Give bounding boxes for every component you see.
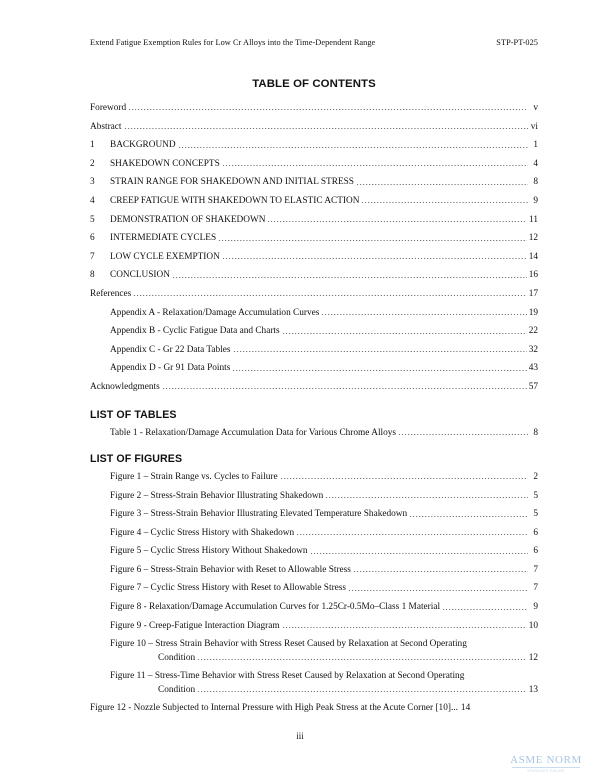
toc-entry-figure-5[interactable] [90,546,538,557]
toc-entry-figure-9[interactable] [90,621,538,632]
toc-section-number: 5 [90,214,95,225]
toc-entry-page: 6 [533,527,538,538]
toc-entry-section-1[interactable] [90,140,538,151]
toc-entry-appendix-a[interactable] [90,308,538,319]
toc-entry-figure-4[interactable] [90,528,538,539]
leader-dots [267,215,527,224]
toc-entry-page: 7 [533,564,538,575]
toc-entry-section-8[interactable] [90,270,538,281]
leader-dots [310,547,528,556]
toc-entry-label-line1: Figure 10 – Stress Strain Behavior with Stress Reset Caused by Relaxation at Second Operating [110,639,467,650]
leader-dots [178,141,528,150]
toc-entry-figure-12[interactable] [90,703,538,714]
leader-dots [398,428,528,437]
toc-entry-page: 10 [528,620,538,631]
toc-entry-page: 14 [460,703,471,714]
toc-entry-label-line1: Figure 11 – Stress-Time Behavior with Stress Reset Caused by Relaxation at Second Operating [110,671,465,682]
leader-dots [353,565,528,574]
toc-entry-page: 17 [528,288,538,299]
toc-entry-figure-6[interactable] [90,565,538,576]
toc-entry-abstract[interactable] [90,122,538,133]
toc-entry-page: 4 [533,158,538,169]
toc-entry-page: 12 [528,652,538,663]
toc-entry-label: Figure 5 – Cyclic Stress History Without Shakedown [110,546,308,557]
leader-dots [233,345,527,354]
toc-entry-label: SHAKEDOWN CONCEPTS [110,158,220,169]
toc-entry-page: 8 [533,177,538,188]
toc-entry-page: 5 [533,490,538,501]
toc-entry-table-1[interactable] [90,428,538,439]
running-header-title: Extend Fatigue Exemption Rules for Low Cr Alloys into the Time-Dependent Range [90,38,376,47]
leader-dots [162,382,527,391]
list-of-figures-heading: LIST OF FIGURES [90,452,183,465]
toc-entry-label-line2: Condition [158,652,196,663]
leader-dots [356,178,528,187]
toc-entry-page: 19 [528,307,538,318]
toc-entry-label: Figure 4 – Cyclic Stress History with Shakedown [110,527,295,538]
running-header [90,38,538,47]
list-of-tables-heading: LIST OF TABLES [90,408,177,421]
toc-entry-page: 57 [528,381,538,392]
watermark-subtitle: STANDARD ONLINE [527,769,565,773]
toc-section-number: 4 [90,195,95,206]
toc-section-number: 3 [90,177,95,188]
watermark-rule [512,767,580,768]
toc-entry-label: Table 1 - Relaxation/Damage Accumulation Data for Various Chrome Alloys [110,427,397,438]
toc-entry-page: 6 [533,546,538,557]
toc-entry-label: Figure 1 – Strain Range vs. Cycles to Failure [110,471,278,482]
leader-dots [296,528,528,537]
leader-dots [197,685,527,694]
toc-entry-label: BACKGROUND [110,140,176,151]
leader-dots [128,104,528,113]
toc-entry-label: Figure 6 – Stress-Strain Behavior with Reset to Allowable Stress [110,564,351,575]
toc-entry-label: Acknowledgments [90,381,160,392]
toc-entry-label: DEMONSTRATION OF SHAKEDOWN [110,214,266,225]
toc-entry-page: 5 [533,509,538,520]
toc-entry-label: Appendix B - Cyclic Fatigue Data and Charts [110,326,280,337]
leader-dots [325,491,528,500]
leader-dots [172,271,527,280]
toc-entry-label: LOW CYCLE EXEMPTION [110,251,220,262]
toc-section-number: 6 [90,233,95,244]
toc-entry-page: 11 [529,214,538,225]
toc-entry-label: Figure 2 – Stress-Strain Behavior Illustrating Shakedown [110,490,324,501]
toc-entry-page: 8 [533,427,538,438]
toc-entry-label: Figure 8 - Relaxation/Damage Accumulation Curves for 1.25Cr-0.5Mo–Class 1 Material [110,602,441,613]
toc-entry-page: 9 [533,195,538,206]
leader-dots [197,653,527,662]
leader-dots [282,327,527,336]
toc-entry-label: Abstract [90,121,122,132]
toc-entry-section-3[interactable] [90,177,538,188]
toc-entry-appendix-d[interactable] [90,363,538,374]
leader-dots [218,234,527,243]
page-title: TABLE OF CONTENTS [252,78,376,90]
toc-entry-page: 32 [528,344,538,355]
toc-entry-label: References [90,288,132,299]
toc-entry-figure-10[interactable] [90,639,538,664]
asme-norm-watermark [498,754,594,773]
toc-entry-figure-1[interactable] [90,472,538,483]
toc-entry-page: 22 [528,326,538,337]
watermark-title: ASME NORM [510,754,582,766]
toc-entry-page: v [533,103,538,113]
toc-entry-page: 2 [533,471,538,482]
toc-section-number: 1 [90,140,95,151]
running-header-code: STP-PT-025 [496,38,538,47]
toc-entry-label: INTERMEDIATE CYCLES [110,233,217,244]
leader-dots [321,308,526,317]
toc-entry-figure-8[interactable] [90,602,538,613]
toc-entry-page: 9 [533,602,538,613]
toc-entry-figure-2[interactable] [90,491,538,502]
toc-entry-label: STRAIN RANGE FOR SHAKEDOWN AND INITIAL STRESS [110,177,354,188]
toc-entry-section-6[interactable] [90,233,538,244]
toc-entry-label: Foreword [90,103,127,113]
toc-entry-label: Figure 3 – Stress-Strain Behavior Illustrating Elevated Temperature Shakedown [110,509,408,520]
toc-entry-acknowledgments[interactable] [90,382,538,393]
toc-entry-label: Figure 12 - Nozzle Subjected to Internal Pressure with High Peak Stress at the Acute Corner [10]... [90,703,458,714]
toc-section-number: 7 [90,251,95,262]
toc-entry-label: CREEP FATIGUE WITH SHAKEDOWN TO ELASTIC ACTION [110,195,360,206]
toc-entry-page: vi [530,121,538,132]
toc-entry-page: 13 [528,684,538,695]
toc-entry-page: 16 [528,270,538,281]
toc-entry-label: CONCLUSION [110,270,170,281]
toc-content [90,78,538,722]
leader-dots [348,584,528,593]
leader-dots [133,289,526,298]
toc-entry-foreword[interactable] [90,103,538,114]
leader-dots [282,621,527,630]
toc-entry-figure-7[interactable] [90,583,538,594]
page-folio: iii [296,731,304,741]
leader-dots [361,196,528,205]
toc-entry-references[interactable] [90,289,538,300]
leader-dots [442,603,528,612]
toc-entry-figure-3[interactable] [90,509,538,520]
toc-entry-label-line2: Condition [158,684,196,695]
toc-entry-label: Figure 9 - Creep-Fatigue Interaction Diagram [110,620,280,631]
toc-entry-page: 7 [533,583,538,594]
toc-entry-page: 43 [528,363,538,374]
toc-entry-page: 1 [533,140,538,151]
toc-section-number: 8 [90,270,95,281]
toc-entry-appendix-c[interactable] [90,345,538,356]
toc-entry-section-5[interactable] [90,215,538,226]
toc-entry-page: 14 [528,251,538,262]
leader-dots [124,122,529,131]
leader-dots [222,159,528,168]
toc-entry-label: Figure 7 – Cyclic Stress History with Reset to Allowable Stress [110,583,347,594]
toc-entry-appendix-b[interactable] [90,326,538,337]
toc-entry-page: 12 [528,233,538,244]
toc-section-number: 2 [90,158,95,169]
toc-entry-label: Appendix C - Gr 22 Data Tables [110,344,231,355]
leader-dots [232,364,526,373]
toc-entry-figure-11[interactable] [90,671,538,696]
leader-dots [409,510,528,519]
toc-entry-section-7[interactable] [90,252,538,263]
toc-entry-label: Appendix A - Relaxation/Damage Accumulation Curves [110,307,320,318]
leader-dots [280,472,528,481]
toc-entry-section-2[interactable] [90,159,538,170]
toc-entry-label: Appendix D - Gr 91 Data Points [110,363,231,374]
toc-entry-section-4[interactable] [90,196,538,207]
leader-dots [222,252,527,261]
